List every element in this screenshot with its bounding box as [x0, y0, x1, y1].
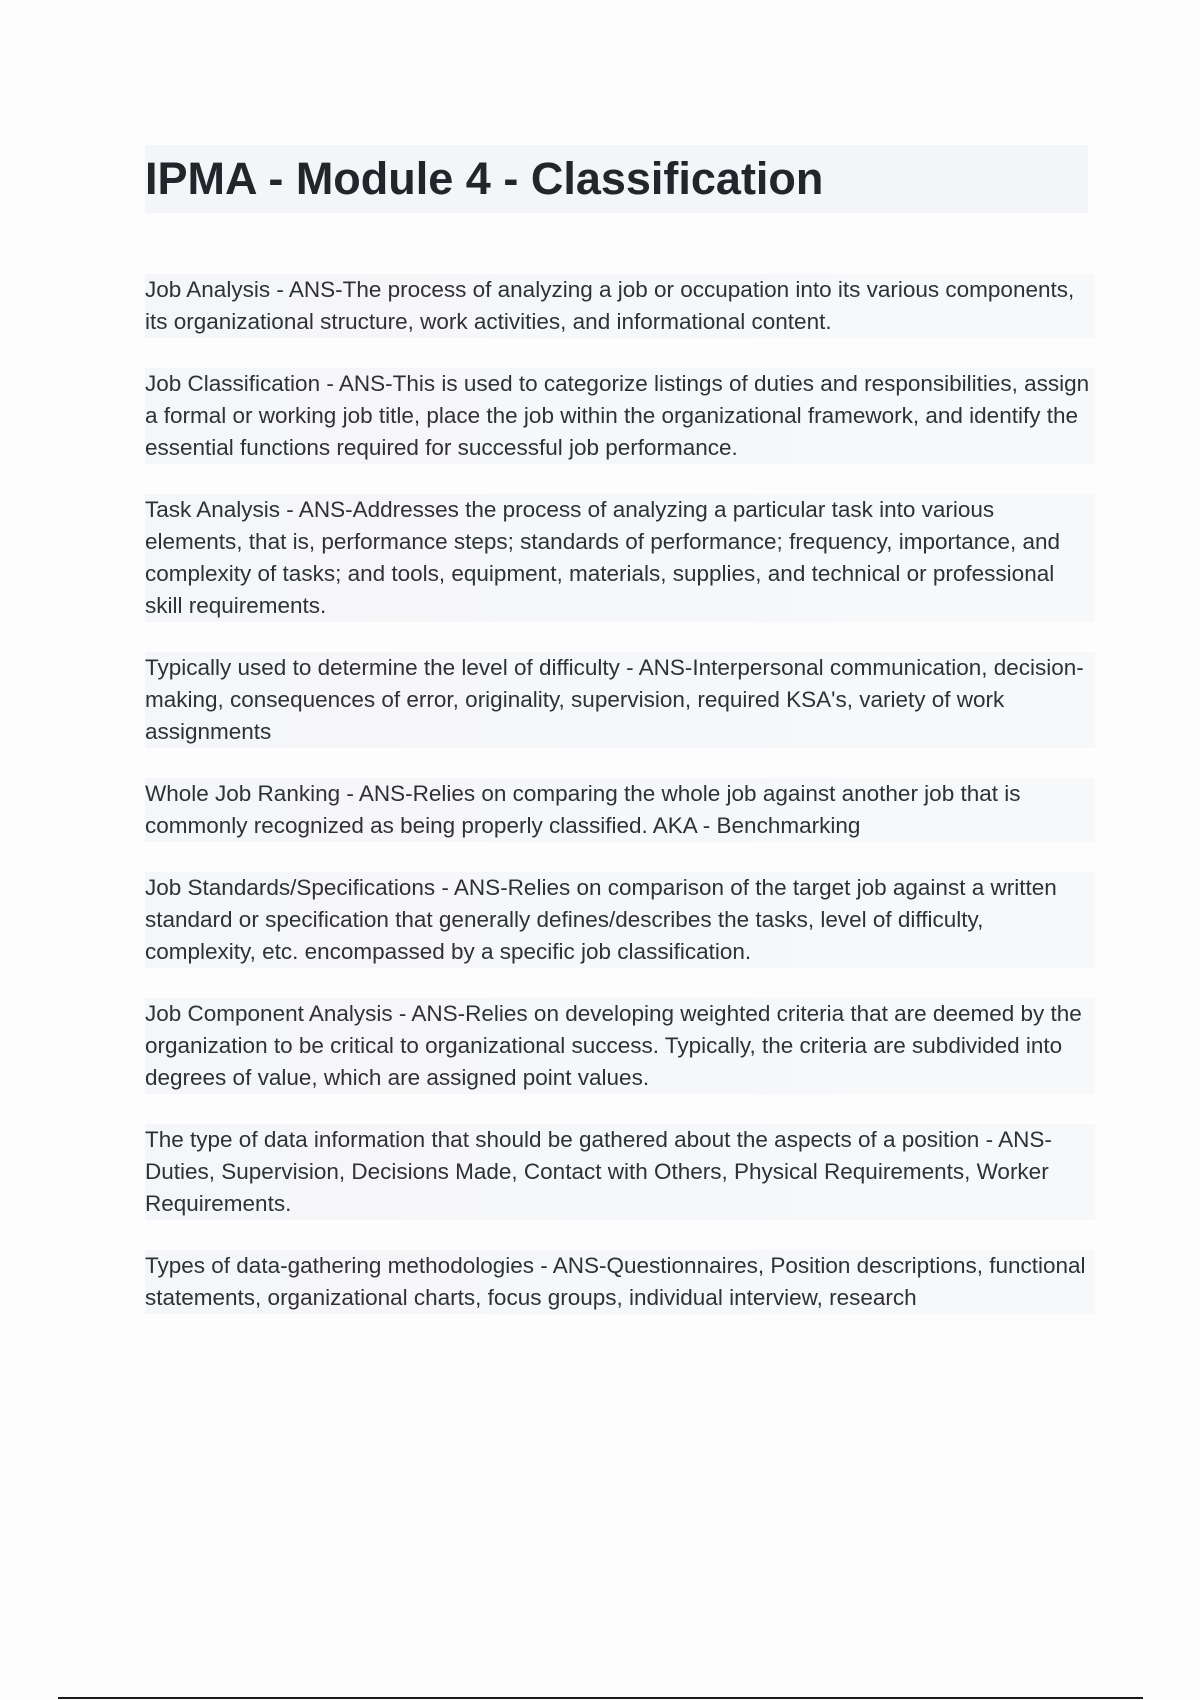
footer-divider: [58, 1697, 1143, 1699]
page-title: IPMA - Module 4 - Classification: [145, 153, 824, 204]
qa-entry-data-information: The type of data information that should be gathered about the aspects of a position - ANS-Duties, Supervision, Decisions Made, Contact with Others, Physical Requirements, Worker Requirements.: [145, 1124, 1095, 1220]
qa-entry-job-component-analysis: Job Component Analysis - ANS-Relies on developing weighted criteria that are deemed by the organization to be critical to organizational success. Typically, the criteria are subdivided into degrees of value, which are assigned point values.: [145, 998, 1095, 1094]
qa-entry-job-classification: Job Classification - ANS-This is used to categorize listings of duties and responsibilities, assign a formal or working job title, place the job within the organizational framework, and identify the essential functions required for successful job performance.: [145, 368, 1095, 464]
qa-entry-whole-job-ranking: Whole Job Ranking - ANS-Relies on comparing the whole job against another job that is commonly recognized as being properly classified. AKA - Benchmarking: [145, 778, 1095, 842]
title-block: [145, 145, 1088, 213]
qa-entry-job-standards: Job Standards/Specifications - ANS-Relies on comparison of the target job against a written standard or specification that generally defines/describes the tasks, level of difficulty, complexity, etc. encompassed by a specific job classification.: [145, 872, 1095, 968]
qa-entry-job-analysis: Job Analysis - ANS-The process of analyzing a job or occupation into its various components, its organizational structure, work activities, and informational content.: [145, 274, 1095, 338]
qa-list: [145, 274, 1095, 1344]
qa-entry-data-gathering-methodologies: Types of data-gathering methodologies - ANS-Questionnaires, Position descriptions, functional statements, organizational charts, focus groups, individual interview, research: [145, 1250, 1095, 1314]
qa-entry-level-of-difficulty: Typically used to determine the level of difficulty - ANS-Interpersonal communication, decision-making, consequences of error, originality, supervision, required KSA's, variety of work assignments: [145, 652, 1095, 748]
qa-entry-task-analysis: Task Analysis - ANS-Addresses the process of analyzing a particular task into various elements, that is, performance steps; standards of performance; frequency, importance, and complexity of tasks; and tools, equipment, materials, supplies, and technical or professional skill requirements.: [145, 494, 1095, 622]
